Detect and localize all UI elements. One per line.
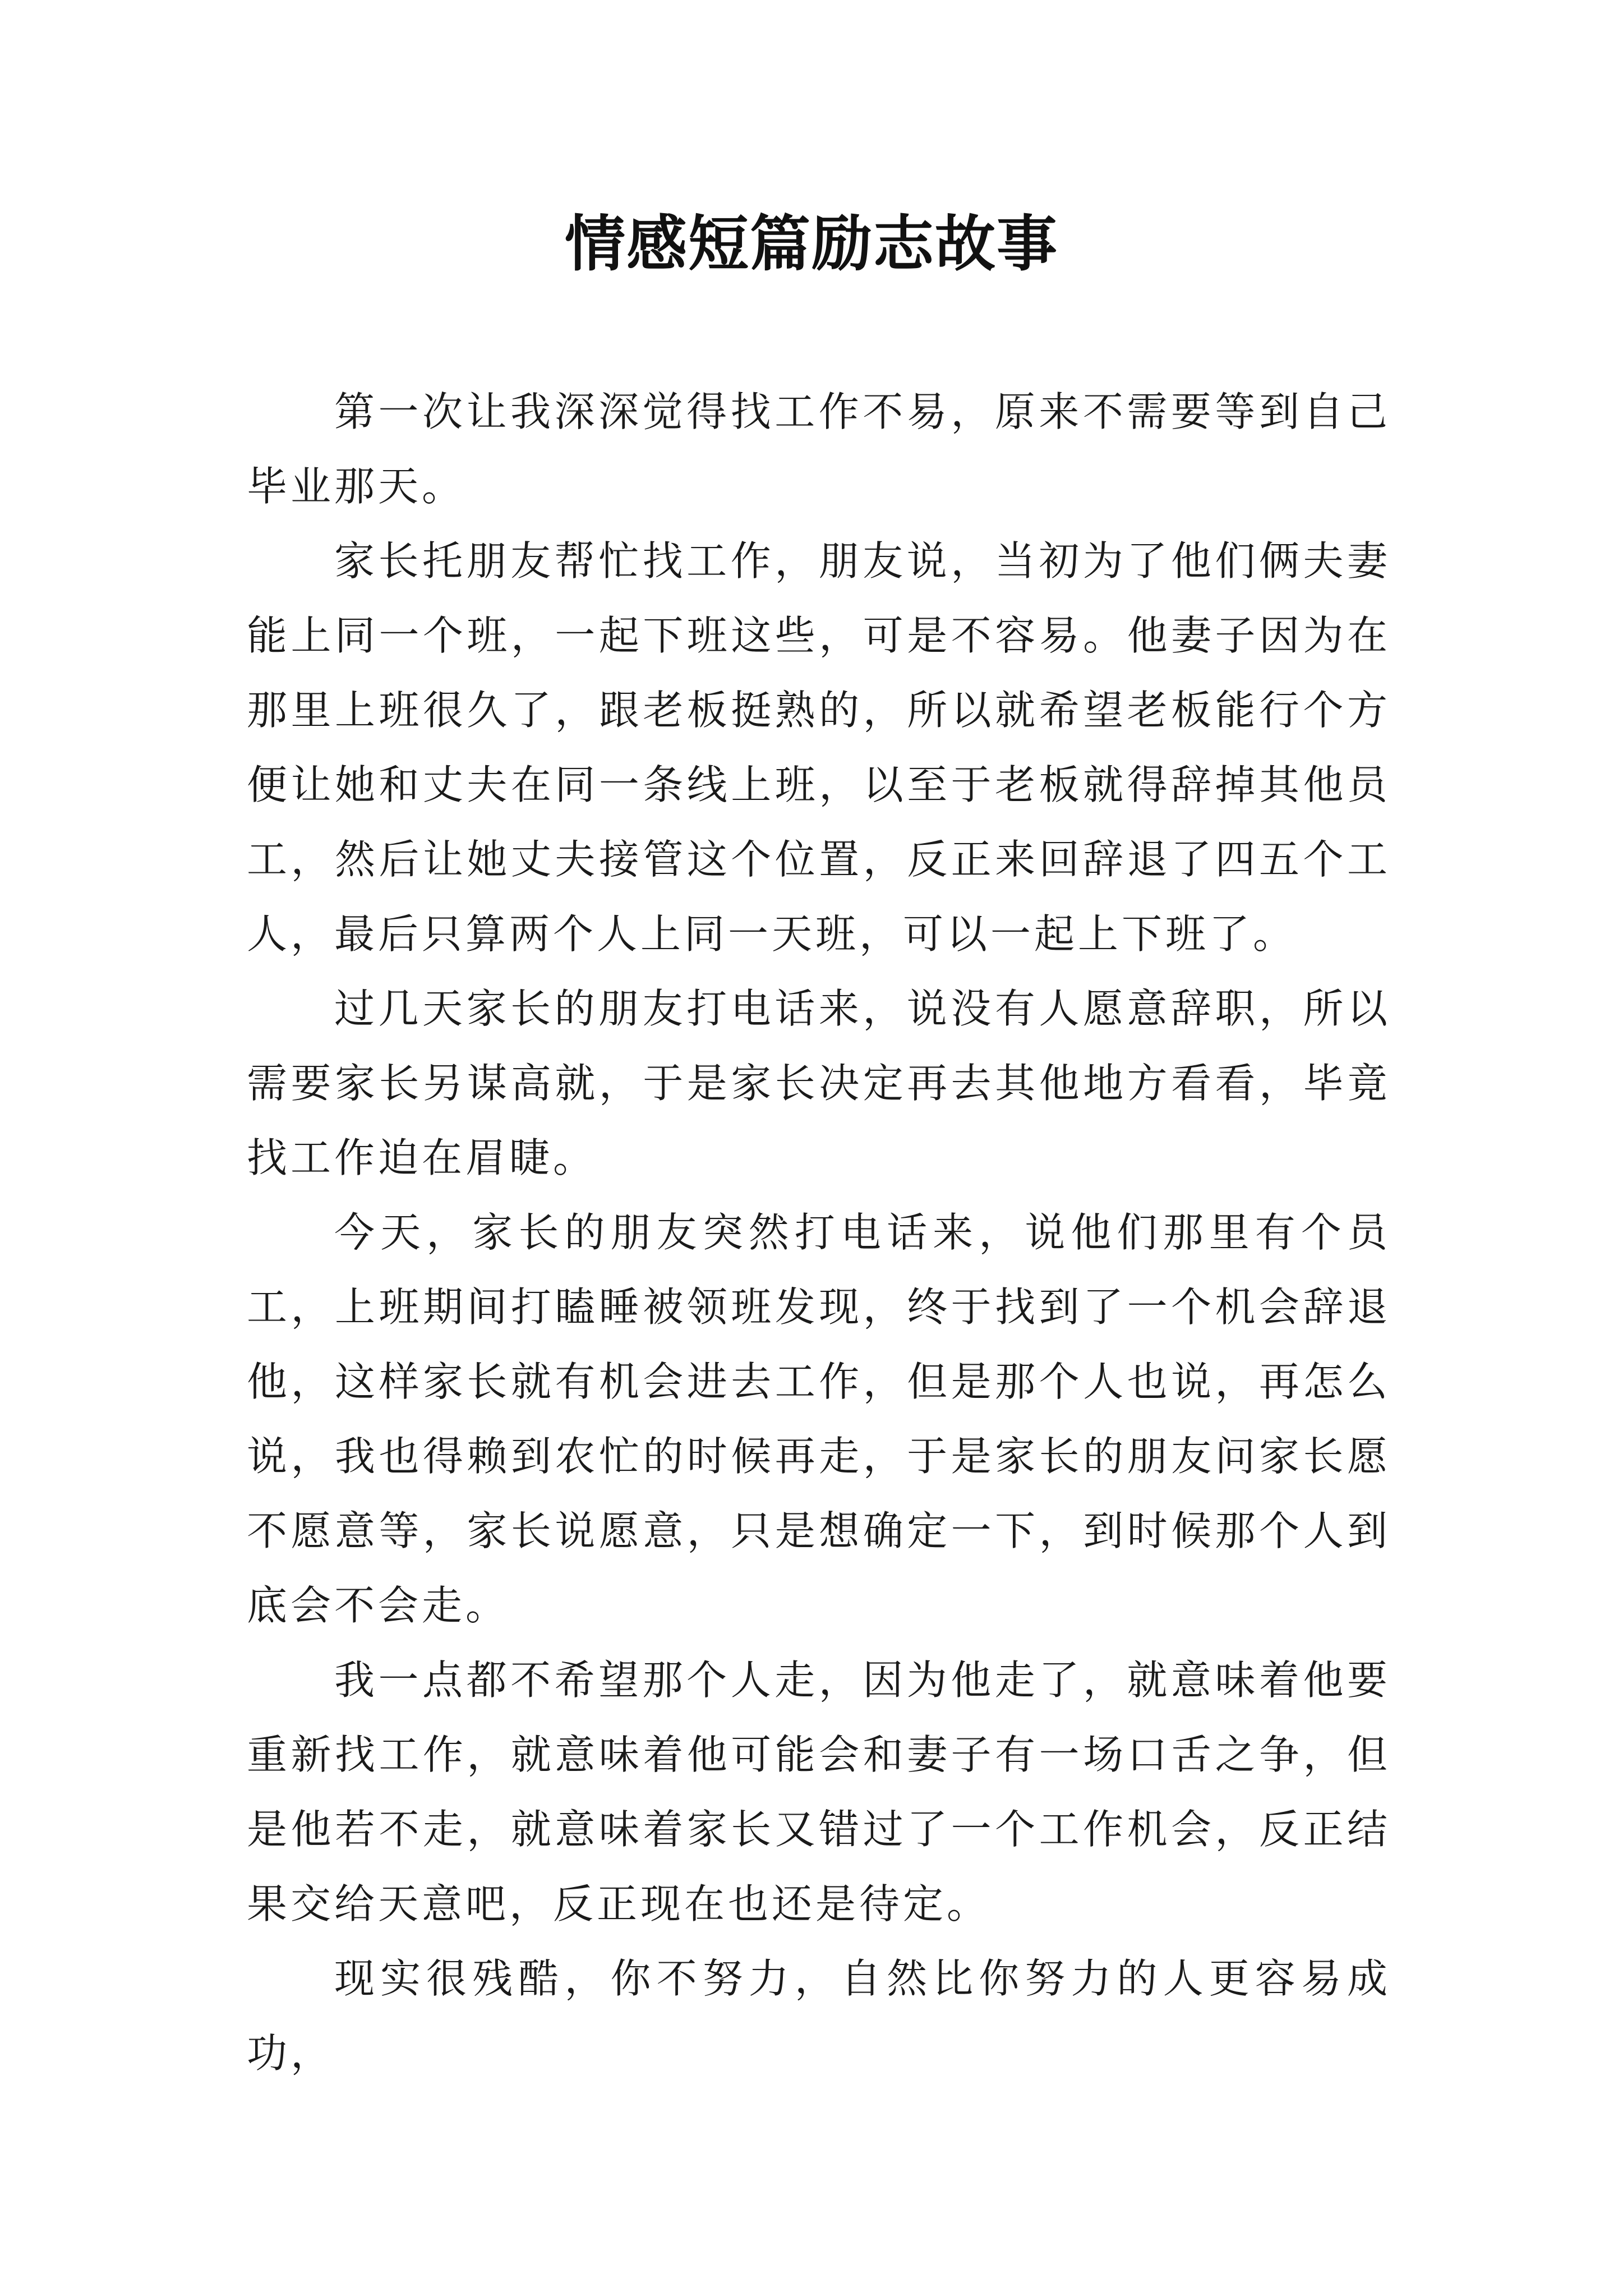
document-title: 情感短篇励志故事 bbox=[564, 209, 1058, 279]
document-body bbox=[247, 375, 1391, 2091]
paragraph: 今天，家长的朋友突然打电话来，说他们那里有个员工，上班期间打瞌睡被领班发现，终于找到了一个机会辞退他，这样家长就有机会进去工作，但是那个人也说，再怎么说，我也得赖到农忙的时候再走，于是家长的朋友问家长愿不愿意等，家长说愿意，只是想确定一下，到时候那个人到底会不会走。 bbox=[247, 1209, 1391, 1629]
paragraph: 现实很残酷，你不努力，自然比你努力的人更容易成功， bbox=[247, 1955, 1391, 2077]
paragraph: 过几天家长的朋友打电话来，说没有人愿意辞职，所以需要家长另谋高就，于是家长决定再去其他地方看看，毕竟找工作迫在眉睫。 bbox=[247, 985, 1391, 1181]
paragraph: 家长托朋友帮忙找工作，朋友说，当初为了他们俩夫妻能上同一个班，一起下班这些，可是不容易。他妻子因为在那里上班很久了，跟老板挺熟的，所以就希望老板能行个方便让她和丈夫在同一条线上班，以至于老板就得辞掉其他员工，然后让她丈夫接管这个位置，反正来回辞退了四五个工人，最后只算两个人上同一天班，可以一起上下班了。 bbox=[247, 537, 1391, 958]
paragraph: 第一次让我深深觉得找工作不易，原来不需要等到自己毕业那天。 bbox=[247, 388, 1391, 510]
paragraph: 我一点都不希望那个人走，因为他走了，就意味着他要重新找工作，就意味着他可能会和妻子有一场口舌之争，但是他若不走，就意味着家长又错过了一个工作机会，反正结果交给天意吧，反正现在也还是待定。 bbox=[247, 1657, 1391, 1927]
